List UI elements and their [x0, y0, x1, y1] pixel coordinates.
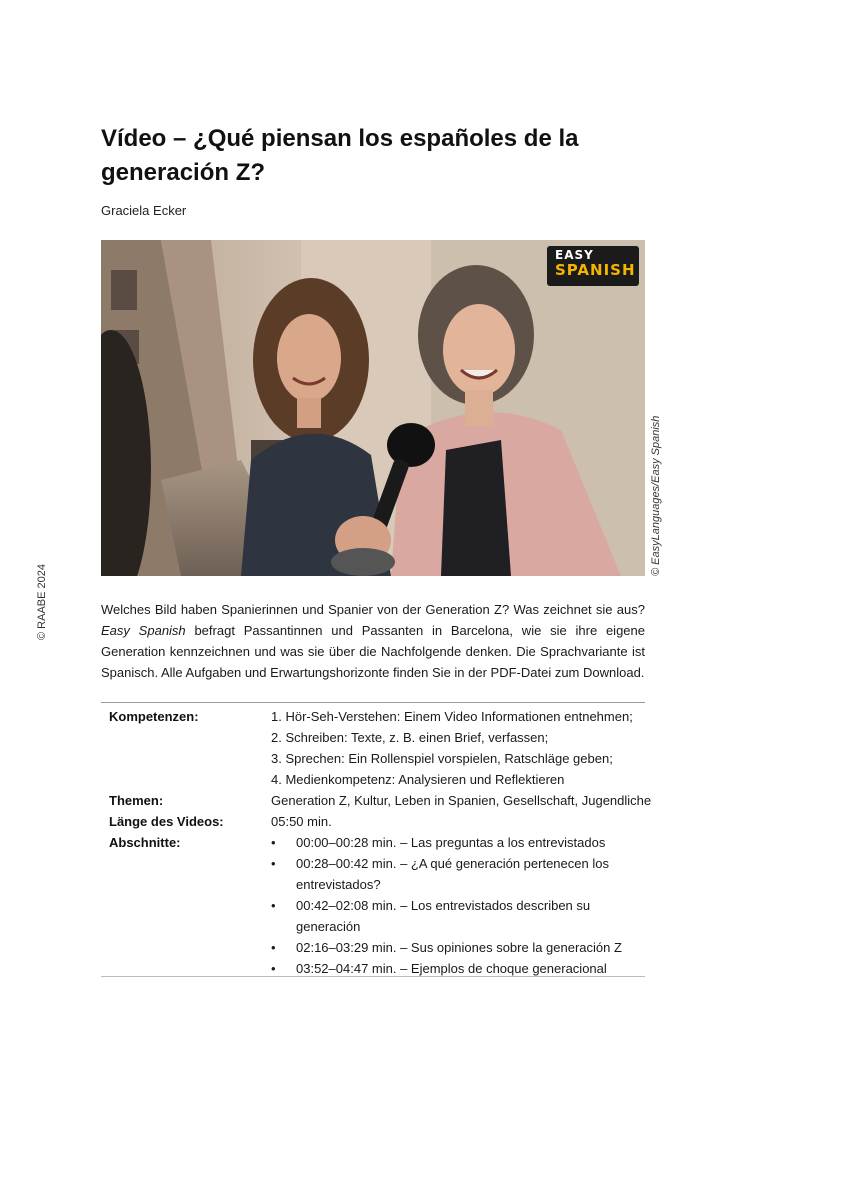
- intro-text-2: befragt Passantinnen und Passanten in Barcelona, wie sie ihre eigene Generation kennzeichnen und was sie über die Nachfolgende denken. Die Sprachvariante ist Spanisch. Alle Aufgaben und Erwartungshorizonte finden Sie in der PDF-Datei zum Download.: [101, 623, 645, 680]
- document-title: Vídeo – ¿Qué piensan los españoles de la generación Z?: [101, 125, 579, 186]
- bullet-icon: •: [271, 940, 276, 955]
- bullet-icon: •: [271, 835, 276, 850]
- bullet-icon: •: [271, 961, 276, 976]
- logo-top-text: EASY: [555, 248, 594, 262]
- themen-value: Generation Z, Kultur, Leben in Spanien, Gesellschaft, Jugendliche: [271, 793, 652, 808]
- street-interview-illustration: [101, 240, 645, 576]
- abschnitt-item: 00:42–02:08 min. – Los entrevistados describen su: [296, 898, 591, 913]
- abschnitt-item: 02:16–03:29 min. – Sus opiniones sobre la generación Z: [296, 940, 622, 955]
- laenge-label: Länge des Videos:: [109, 814, 224, 829]
- abschnitt-item: 00:28–00:42 min. – ¿A qué generación pertenecen los: [296, 856, 609, 871]
- video-thumbnail[interactable]: [101, 240, 645, 576]
- easy-spanish-logo: [547, 246, 639, 286]
- bullet-icon: •: [271, 856, 276, 871]
- kompetenz-item-2: 2. Schreiben: Texte, z. B. einen Brief, verfassen;: [271, 730, 549, 745]
- bullet-icon: •: [271, 898, 276, 913]
- author-name: Graciela Ecker: [101, 203, 187, 218]
- side-copyright: © RAABE 2024: [36, 564, 48, 640]
- kompetenz-item-4: 4. Medienkompetenz: Analysieren und Reflektieren: [271, 772, 565, 787]
- laenge-value: 05:50 min.: [271, 814, 332, 829]
- abschnitte-label: Abschnitte:: [109, 835, 181, 850]
- kompetenz-item-1: 1. Hör-Seh-Verstehen: Einem Video Informationen entnehmen;: [271, 709, 633, 724]
- kompetenzen-label: Kompetenzen:: [109, 709, 199, 724]
- intro-text-1: Welches Bild haben Spanierinnen und Spanier von der Generation Z? Was zeichnet sie aus?: [101, 602, 645, 617]
- themen-label: Themen:: [109, 793, 164, 808]
- kompetenz-item-3: 3. Sprechen: Ein Rollenspiel vorspielen, Ratschläge geben;: [271, 751, 613, 766]
- abschnitt-item-continuation: entrevistados?: [296, 877, 381, 892]
- table-top-rule: [101, 702, 645, 703]
- abschnitt-item: 00:00–00:28 min. – Las preguntas a los entrevistados: [296, 835, 606, 850]
- table-bottom-rule: [101, 976, 645, 977]
- photo-credit: © EasyLanguages/Easy Spanish: [650, 415, 662, 576]
- logo-main-text: SPANISH: [555, 261, 636, 279]
- intro-paragraph: [101, 599, 645, 683]
- abschnitt-item: 03:52–04:47 min. – Ejemplos de choque generacional: [296, 961, 607, 976]
- abschnitt-item-continuation: generación: [296, 919, 361, 934]
- intro-emphasis: Easy Spanish: [101, 623, 186, 638]
